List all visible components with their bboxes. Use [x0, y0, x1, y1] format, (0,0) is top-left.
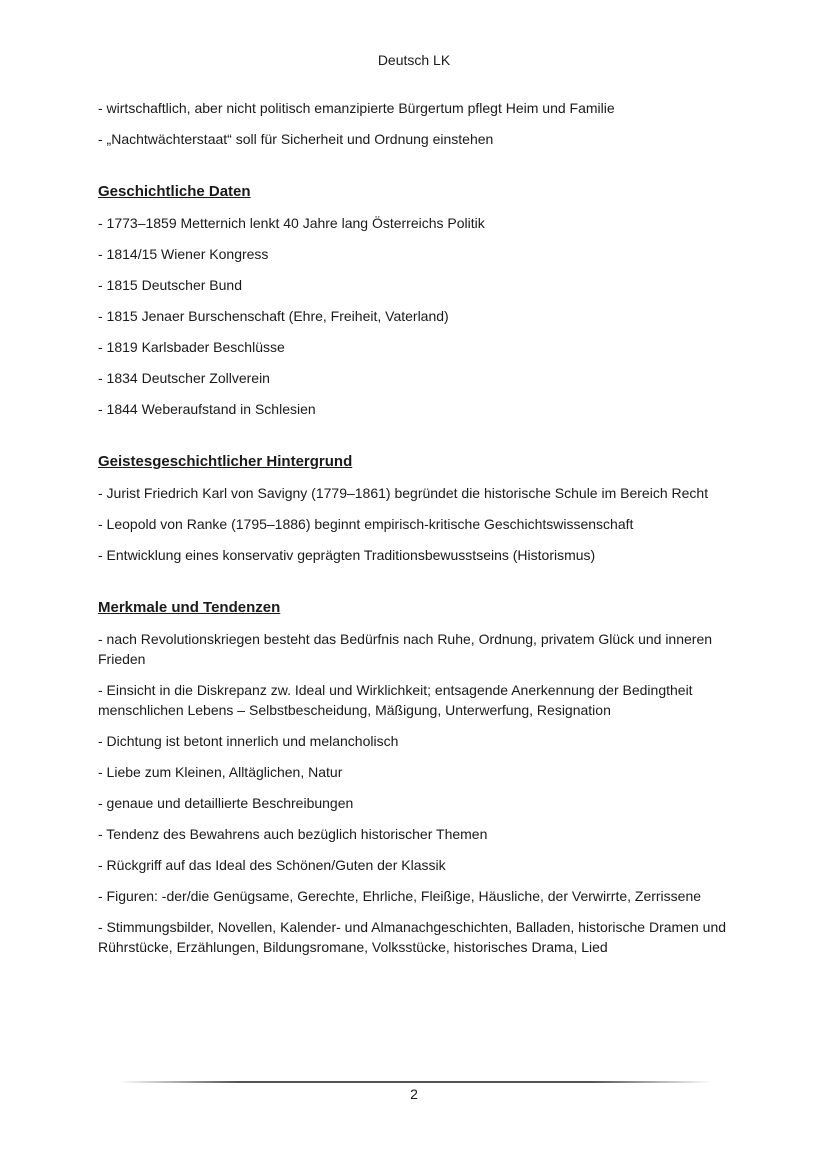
list-item: - 1819 Karlsbader Beschlüsse: [98, 339, 285, 355]
list-item: - 1815 Deutscher Bund: [98, 277, 242, 293]
section-heading-geistesgeschichtlicher-hintergrund: Geistesgeschichtlicher Hintergrund: [98, 453, 353, 470]
page-header: Deutsch LK: [377, 52, 451, 68]
footer-divider: [118, 1081, 712, 1083]
list-item: - Leopold von Ranke (1795–1886) beginnt empirisch-kritische Geschichtswissenschaft: [98, 516, 634, 532]
list-item: - Liebe zum Kleinen, Alltäglichen, Natur: [98, 764, 343, 780]
list-item: - 1814/15 Wiener Kongress: [98, 246, 269, 262]
section-gap: [98, 430, 738, 452]
document-body: [98, 98, 738, 968]
list-item: - genaue und detaillierte Beschreibungen: [98, 795, 354, 811]
list-item: - nach Revolutionskriegen besteht das Bedürfnis nach Ruhe, Ordnung, privatem Glück und inneren Frieden: [98, 631, 713, 667]
section-gap: [98, 160, 738, 182]
section-gap: [98, 576, 738, 598]
intro-item: - wirtschaftlich, aber nicht politisch emanzipierte Bürgertum pflegt Heim und Familie: [98, 100, 615, 116]
list-item: - Tendenz des Bewahrens auch bezüglich historischer Themen: [98, 826, 488, 842]
list-item: - 1815 Jenaer Burschenschaft (Ehre, Freiheit, Vaterland): [98, 308, 449, 324]
intro-item: - „Nachtwächterstaat“ soll für Sicherheit und Ordnung einstehen: [98, 131, 494, 147]
list-item: - Entwicklung eines konservativ geprägten Traditionsbewusstseins (Historismus): [98, 547, 596, 563]
section-heading-geschichtliche-daten: Geschichtliche Daten: [98, 183, 251, 200]
list-item: - Stimmungsbilder, Novellen, Kalender- und Almanachgeschichten, Balladen, historische Dramen und Rührstücke, Erzählungen, Bildungsromane, Volksstücke, historisches Drama, Lied: [98, 919, 727, 955]
list-item: - Einsicht in die Diskrepanz zw. Ideal und Wirklichkeit; entsagende Anerkennung der Bedingtheit menschlichen Lebens – Selbstbescheidung, Mäßigung, Unterwerfung, Resignation: [98, 682, 693, 718]
list-item: - Dichtung ist betont innerlich und melancholisch: [98, 733, 399, 749]
list-item: - Jurist Friedrich Karl von Savigny (1779–1861) begründet die historische Schule im Bereich Recht: [98, 485, 709, 501]
section-heading-merkmale-und-tendenzen: Merkmale und Tendenzen: [98, 599, 281, 616]
list-item: - 1834 Deutscher Zollverein: [98, 370, 270, 386]
page-number: 2: [410, 1086, 418, 1102]
list-item: - 1844 Weberaufstand in Schlesien: [98, 401, 316, 417]
list-item: - 1773–1859 Metternich lenkt 40 Jahre lang Österreichs Politik: [98, 215, 485, 231]
list-item: - Figuren: -der/die Genügsame, Gerechte, Ehrliche, Fleißige, Häusliche, der Verwirrte, Zerrissene: [98, 888, 702, 904]
list-item: - Rückgriff auf das Ideal des Schönen/Guten der Klassik: [98, 857, 446, 873]
